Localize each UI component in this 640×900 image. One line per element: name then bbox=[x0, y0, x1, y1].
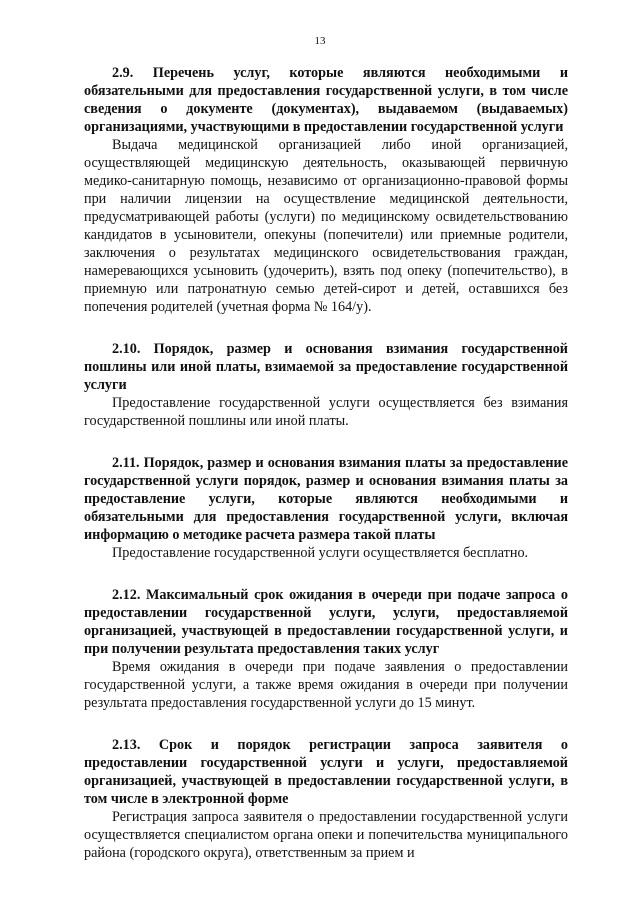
section-heading: 2.11. Порядок, размер и основания взимания платы за предоставление государственной услуги порядок, размер и основания взимания платы за предоставление услуги, которые являются необходимыми и обязательными для предоставления государственной услуги, включая информацию о методике расчета размера такой платы bbox=[84, 455, 568, 543]
section-2-13 bbox=[84, 736, 568, 862]
section-2-11 bbox=[84, 454, 568, 562]
section-2-12 bbox=[84, 586, 568, 712]
section-heading: 2.10. Порядок, размер и основания взимания государственной пошлины или иной платы, взимаемой за предоставление государственной услуги bbox=[84, 341, 568, 393]
section-heading: 2.12. Максимальный срок ожидания в очереди при подаче запроса о предоставлении государственной услуги, услуги, предоставляемой организацией, участвующей в предоставлении государственной услуги, и при получении результата предоставления таких услуг bbox=[84, 587, 568, 657]
section-paragraph: Время ожидания в очереди при подаче заявления о предоставлении государственной услуги, а также время ожидания в очереди при получении результата предоставления государственной услуги до 15 минут. bbox=[84, 659, 568, 711]
section-heading: 2.13. Срок и порядок регистрации запроса заявителя о предоставлении государственной услуги и услуги, предоставляемой организацией, участвующей в предоставлении государственной услуги, в том числе в электронной форме bbox=[84, 737, 568, 807]
page-number: 13 bbox=[314, 35, 326, 47]
section-paragraph: Предоставление государственной услуги осуществляется бесплатно. bbox=[112, 545, 529, 561]
section-2-9 bbox=[84, 64, 568, 316]
section-paragraph: Регистрация запроса заявителя о предоставлении государственной услуги осуществляется специалистом органа опеки и попечительства муниципального района (городского округа), ответственным за прием и bbox=[84, 809, 568, 861]
section-paragraph: Предоставление государственной услуги осуществляется без взимания государственной пошлины или иной платы. bbox=[84, 395, 568, 429]
section-paragraph: Выдача медицинской организацией либо иной организацией, осуществляющей медицинскую деятельность, оказывающей первичную медико-санитарную помощь, независимо от организационно-правовой формы при наличии лицензии на осуществление медицинской деятельности, предусматривающей работы (услуги) по медицинскому освидетельствованию кандидатов в усыновители, опекуны (попечители) или приемные родители, заключения о результатах медицинского освидетельствования граждан, намеревающихся усыновить (удочерить), взять под опеку (попечительство), в приемную или патронатную семью детей-сирот и детей, оставшихся без попечения родителей (учетная форма № 164/у). bbox=[84, 137, 568, 315]
section-heading: 2.9. Перечень услуг, которые являются необходимыми и обязательными для предоставления государственной услуги, в том числе сведения о документе (документах), выдаваемом (выдаваемых) организациями, участвующими в предоставлении государственной услуги bbox=[84, 65, 568, 135]
document-body bbox=[84, 64, 568, 886]
section-2-10 bbox=[84, 340, 568, 430]
